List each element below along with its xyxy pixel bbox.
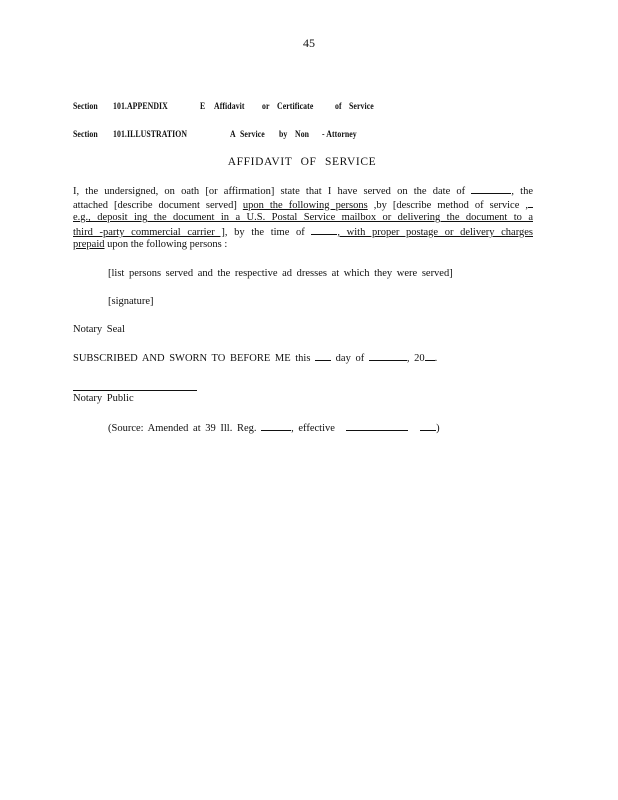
list-persons-placeholder: [list persons served and the respective ad dresses at which they were served] <box>108 268 453 279</box>
day-blank <box>315 351 331 361</box>
text-run: ,by [describe method of service , <box>367 199 529 211</box>
time-blank <box>311 225 337 235</box>
paragraph-line <box>73 225 533 239</box>
text-run: ) <box>436 423 440 434</box>
of-word: of <box>335 102 342 112</box>
subscribed-line <box>73 351 437 364</box>
or-word: or <box>262 102 270 112</box>
paragraph-line <box>73 198 533 212</box>
reg-page-blank <box>261 421 291 431</box>
date-blank <box>471 184 511 194</box>
illustration-label: 101.ILLUSTRATION <box>113 130 188 140</box>
blank-line <box>528 198 533 208</box>
page-number: 45 <box>303 36 315 50</box>
paragraph-line <box>73 238 533 252</box>
source-note <box>108 421 440 434</box>
month-blank <box>369 351 407 361</box>
notary-seal-label: Notary Seal <box>73 324 125 335</box>
underlined-text: upon the following persons <box>242 199 368 211</box>
signature-rule <box>73 390 197 391</box>
certificate-word: Certificate <box>277 102 314 112</box>
paragraph-line <box>73 184 533 198</box>
underlined-text: third -party commercial carrier ] <box>73 226 225 238</box>
underlined-text: e.g., deposit ing the document in a U.S. Postal Service mailbox or delivering the document to a <box>73 212 533 224</box>
text-run: , effective <box>291 423 335 434</box>
attorney-word: - Attorney <box>322 130 357 140</box>
text-run: SUBSCRIBED AND SWORN TO BEFORE ME this <box>73 353 311 364</box>
text-run: day of <box>335 353 365 364</box>
year-blank <box>425 351 435 361</box>
affidavit-word: Affidavit <box>214 102 245 112</box>
appendix-label: 101.APPENDIX <box>113 102 168 112</box>
affidavit-paragraph <box>73 184 533 252</box>
text-run: (Source: Amended at 39 Ill. Reg. <box>108 423 257 434</box>
section-label: Section <box>73 102 98 112</box>
paragraph-line <box>73 211 533 225</box>
underlined-text: , with proper postage or delivery charges <box>337 226 533 238</box>
text-run: . <box>434 353 438 364</box>
effective-year-blank <box>420 421 436 431</box>
effective-date-blank <box>346 421 408 431</box>
text-run: , the <box>511 186 534 197</box>
appendix-letter: E <box>200 102 206 112</box>
text-run: upon the following persons : <box>104 239 228 251</box>
section-label: Section <box>73 130 98 140</box>
text-run: attached [describe document served] <box>73 199 237 211</box>
service-word: Service <box>349 102 374 112</box>
service-word: Service <box>240 130 265 140</box>
underlined-text: prepaid <box>73 239 105 251</box>
illustration-letter: A <box>230 130 236 140</box>
text-run: , by the time of <box>224 226 305 238</box>
non-word: Non <box>295 130 310 140</box>
text-run: I, the undersigned, on oath [or affirmation] state that I have served on the date of <box>73 186 466 197</box>
document-title: AFFIDAVIT OF SERVICE <box>227 156 377 168</box>
by-word: by <box>279 130 288 140</box>
text-run: , 20 <box>406 353 425 364</box>
signature-placeholder: [signature] <box>108 296 154 307</box>
notary-public-label: Notary Public <box>73 393 134 404</box>
